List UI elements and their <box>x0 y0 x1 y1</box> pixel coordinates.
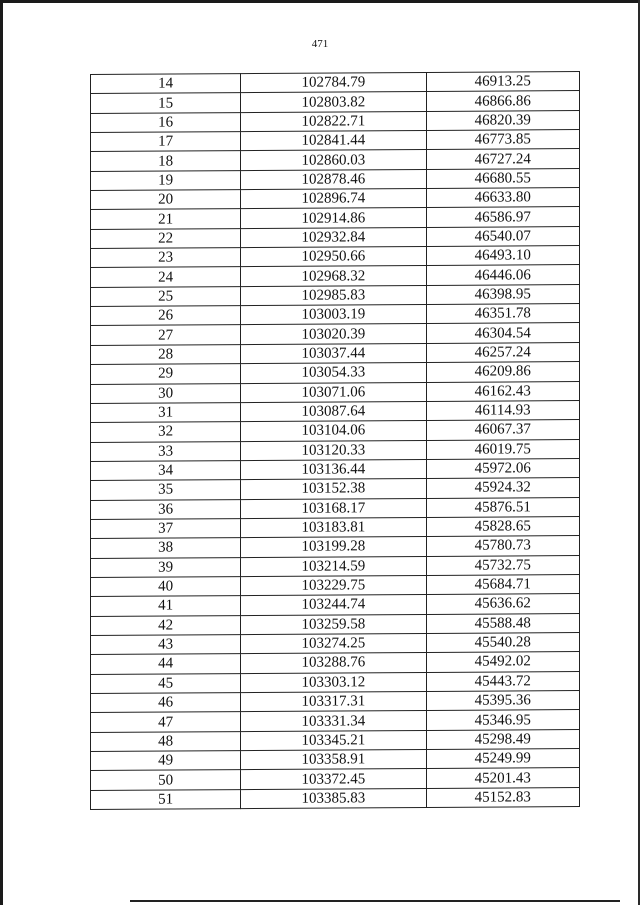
cell-index: 25 <box>91 286 241 306</box>
cell-index: 40 <box>91 577 241 597</box>
cell-index: 33 <box>91 441 241 461</box>
cell-value-b: 45298.49 <box>426 729 579 749</box>
cell-index: 24 <box>91 267 241 287</box>
cell-value-b: 45876.51 <box>426 497 579 517</box>
cell-value-b: 45636.62 <box>426 594 579 614</box>
data-table <box>90 71 580 810</box>
table-row <box>91 149 580 171</box>
cell-value-a: 103244.74 <box>241 595 426 615</box>
cell-value-a: 103385.83 <box>241 788 426 808</box>
table-row <box>91 729 580 751</box>
cell-index: 31 <box>91 402 241 422</box>
cell-value-a: 103317.31 <box>241 691 426 711</box>
cell-index: 50 <box>91 770 241 790</box>
cell-index: 51 <box>91 789 241 809</box>
cell-value-a: 102896.74 <box>241 189 426 209</box>
cell-value-b: 45780.73 <box>426 536 579 556</box>
cell-value-b: 46586.97 <box>426 207 579 227</box>
table-row <box>91 749 580 771</box>
cell-value-a: 103303.12 <box>241 672 426 692</box>
cell-value-a: 103358.91 <box>241 749 426 769</box>
cell-value-b: 46913.25 <box>426 72 579 92</box>
cell-index: 34 <box>91 460 241 480</box>
cell-index: 45 <box>91 673 241 693</box>
table-row <box>91 362 580 384</box>
cell-index: 27 <box>91 325 241 345</box>
cell-value-b: 45249.99 <box>426 749 579 769</box>
table-row <box>91 555 580 577</box>
table-row <box>91 420 580 442</box>
cell-index: 44 <box>91 654 241 674</box>
cell-index: 20 <box>91 190 241 210</box>
cell-value-a: 103168.17 <box>241 498 426 518</box>
cell-value-a: 102841.44 <box>241 130 426 150</box>
table-row <box>91 710 580 732</box>
table-row <box>91 342 580 364</box>
cell-value-a: 103183.81 <box>241 517 426 537</box>
cell-value-b: 46446.06 <box>426 265 579 285</box>
cell-index: 39 <box>91 557 241 577</box>
cell-value-b: 46304.54 <box>426 323 579 343</box>
cell-index: 38 <box>91 538 241 558</box>
cell-value-b: 46820.39 <box>426 110 579 130</box>
cell-value-a: 102784.79 <box>241 72 426 92</box>
cell-value-b: 45924.32 <box>426 478 579 498</box>
cell-value-b: 45492.02 <box>426 652 579 672</box>
table-row <box>91 91 580 113</box>
cell-index: 19 <box>91 170 241 190</box>
table-row <box>91 400 580 422</box>
table-row <box>91 226 580 248</box>
table-row <box>91 536 580 558</box>
cell-value-a: 103003.19 <box>241 305 426 325</box>
cell-index: 17 <box>91 132 241 152</box>
cell-index: 48 <box>91 731 241 751</box>
cell-value-a: 103054.33 <box>241 363 426 383</box>
cell-index: 35 <box>91 480 241 500</box>
cell-value-b: 45346.95 <box>426 710 579 730</box>
table-row <box>91 110 580 132</box>
cell-index: 42 <box>91 615 241 635</box>
cell-value-b: 46067.37 <box>426 420 579 440</box>
cell-index: 23 <box>91 248 241 268</box>
cell-value-a: 103071.06 <box>241 382 426 402</box>
cell-value-a: 103372.45 <box>241 769 426 789</box>
table-row <box>91 439 580 461</box>
cell-index: 49 <box>91 751 241 771</box>
table-row <box>91 130 580 152</box>
cell-value-b: 45684.71 <box>426 574 579 594</box>
table-row <box>91 652 580 674</box>
cell-index: 46 <box>91 693 241 713</box>
cell-index: 36 <box>91 499 241 519</box>
cell-index: 22 <box>91 228 241 248</box>
cell-index: 14 <box>91 74 241 94</box>
scan-border-top <box>0 0 640 3</box>
cell-value-a: 103120.33 <box>241 440 426 460</box>
table-row <box>91 516 580 538</box>
cell-value-a: 103331.34 <box>241 711 426 731</box>
cell-index: 43 <box>91 635 241 655</box>
table-row <box>91 497 580 519</box>
cell-value-a: 103259.58 <box>241 614 426 634</box>
cell-index: 15 <box>91 93 241 113</box>
cell-value-b: 46680.55 <box>426 168 579 188</box>
cell-value-a: 102803.82 <box>241 92 426 112</box>
cell-value-b: 46209.86 <box>426 362 579 382</box>
cell-value-a: 103087.64 <box>241 401 426 421</box>
cell-value-b: 45828.65 <box>426 516 579 536</box>
cell-value-a: 102950.66 <box>241 247 426 267</box>
data-table-container <box>90 71 580 810</box>
cell-value-b: 46019.75 <box>426 439 579 459</box>
cell-value-b: 45395.36 <box>426 691 579 711</box>
cell-value-b: 46162.43 <box>426 381 579 401</box>
table-row <box>91 478 580 500</box>
cell-value-a: 102985.83 <box>241 285 426 305</box>
cell-value-a: 102914.86 <box>241 208 426 228</box>
scan-border-bottom <box>130 900 620 902</box>
cell-index: 28 <box>91 344 241 364</box>
cell-value-b: 46493.10 <box>426 246 579 266</box>
table-row <box>91 632 580 654</box>
cell-index: 29 <box>91 364 241 384</box>
cell-value-b: 46773.85 <box>426 130 579 150</box>
cell-value-a: 103136.44 <box>241 459 426 479</box>
cell-index: 37 <box>91 518 241 538</box>
cell-value-a: 103345.21 <box>241 730 426 750</box>
table-row <box>91 613 580 635</box>
table-row <box>91 168 580 190</box>
table-row <box>91 304 580 326</box>
table-row <box>91 381 580 403</box>
cell-value-a: 103152.38 <box>241 479 426 499</box>
table-row <box>91 72 580 94</box>
cell-value-b: 46114.93 <box>426 400 579 420</box>
cell-value-b: 46727.24 <box>426 149 579 169</box>
cell-value-b: 45201.43 <box>426 768 579 788</box>
cell-value-b: 45972.06 <box>426 458 579 478</box>
cell-value-a: 103229.75 <box>241 575 426 595</box>
cell-index: 47 <box>91 712 241 732</box>
table-row <box>91 323 580 345</box>
table-row <box>91 207 580 229</box>
cell-index: 32 <box>91 422 241 442</box>
table-row <box>91 574 580 596</box>
table-row <box>91 671 580 693</box>
table-row <box>91 594 580 616</box>
data-table-body <box>91 72 580 810</box>
table-row <box>91 284 580 306</box>
cell-value-a: 103214.59 <box>241 556 426 576</box>
cell-value-a: 102878.46 <box>241 169 426 189</box>
cell-value-b: 45732.75 <box>426 555 579 575</box>
cell-value-a: 103037.44 <box>241 343 426 363</box>
cell-value-b: 46540.07 <box>426 226 579 246</box>
page-number: 471 <box>311 38 329 50</box>
table-row <box>91 265 580 287</box>
cell-value-b: 45540.28 <box>426 632 579 652</box>
cell-value-b: 46866.86 <box>426 91 579 111</box>
cell-value-a: 103199.28 <box>241 537 426 557</box>
scan-border-left <box>0 0 3 905</box>
cell-value-b: 45443.72 <box>426 671 579 691</box>
cell-value-a: 103288.76 <box>241 653 426 673</box>
cell-index: 21 <box>91 209 241 229</box>
cell-value-a: 102860.03 <box>241 150 426 170</box>
cell-index: 16 <box>91 112 241 132</box>
cell-index: 18 <box>91 151 241 171</box>
cell-index: 41 <box>91 596 241 616</box>
cell-value-a: 103104.06 <box>241 421 426 441</box>
cell-value-a: 103274.25 <box>241 633 426 653</box>
table-row <box>91 768 580 790</box>
cell-value-a: 103020.39 <box>241 324 426 344</box>
cell-value-b: 46398.95 <box>426 284 579 304</box>
cell-value-b: 45588.48 <box>426 613 579 633</box>
table-row <box>91 787 580 809</box>
cell-index: 30 <box>91 383 241 403</box>
cell-index: 26 <box>91 306 241 326</box>
cell-value-b: 46633.80 <box>426 188 579 208</box>
cell-value-b: 45152.83 <box>426 787 579 807</box>
table-row <box>91 458 580 480</box>
table-row <box>91 691 580 713</box>
table-row <box>91 246 580 268</box>
cell-value-a: 102932.84 <box>241 227 426 247</box>
cell-value-a: 102822.71 <box>241 111 426 131</box>
table-row <box>91 188 580 210</box>
cell-value-b: 46257.24 <box>426 342 579 362</box>
cell-value-a: 102968.32 <box>241 266 426 286</box>
cell-value-b: 46351.78 <box>426 304 579 324</box>
